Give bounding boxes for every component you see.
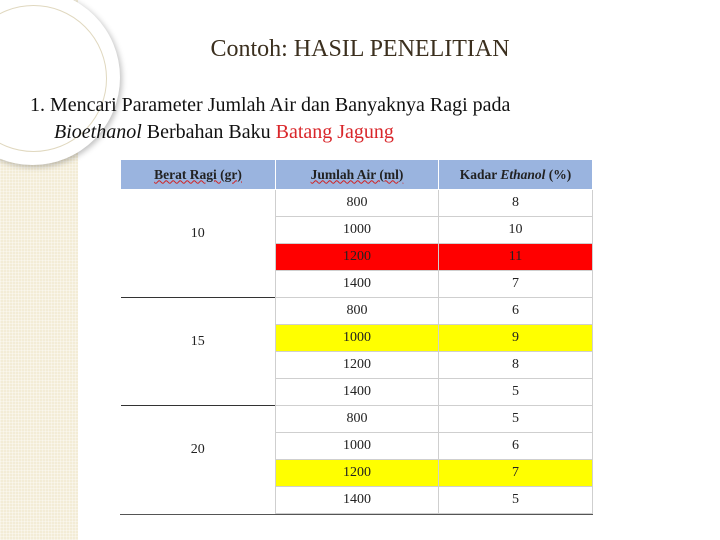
cell-jumlah-air: 1200	[276, 244, 439, 271]
table-body	[121, 190, 593, 514]
cell-kadar-ethanol: 5	[439, 406, 593, 433]
header-kadar-ethanol: Kadar Ethanol (%)	[439, 160, 593, 190]
results-table	[120, 159, 593, 514]
header-berat-ragi: Berat Ragi (gr)	[121, 160, 276, 190]
cell-berat-ragi: 15	[121, 298, 276, 406]
cell-kadar-ethanol: 5	[439, 379, 593, 406]
cell-jumlah-air: 800	[276, 406, 439, 433]
cell-kadar-ethanol: 6	[439, 433, 593, 460]
table-header-row	[121, 160, 593, 190]
table-row	[121, 406, 593, 433]
table-bottom-border	[120, 514, 593, 515]
heading-number: 1.	[30, 94, 45, 116]
heading-italic-term: Bioethanol	[54, 121, 142, 143]
cell-kadar-ethanol: 7	[439, 460, 593, 487]
cell-kadar-ethanol: 6	[439, 298, 593, 325]
heading-highlight: Batang Jagung	[275, 121, 394, 143]
heading-text-part2: Berbahan Baku	[146, 121, 271, 143]
cell-jumlah-air: 1000	[276, 325, 439, 352]
cell-jumlah-air: 1400	[276, 271, 439, 298]
header-jumlah-air: Jumlah Air (ml)	[276, 160, 439, 190]
cell-berat-ragi: 20	[121, 406, 276, 514]
cell-jumlah-air: 1200	[276, 460, 439, 487]
cell-jumlah-air: 1000	[276, 433, 439, 460]
cell-jumlah-air: 800	[276, 298, 439, 325]
cell-kadar-ethanol: 8	[439, 190, 593, 217]
cell-kadar-ethanol: 7	[439, 271, 593, 298]
cell-jumlah-air: 1200	[276, 352, 439, 379]
cell-kadar-ethanol: 9	[439, 325, 593, 352]
slide-title: Contoh: HASIL PENELITIAN	[210, 36, 510, 62]
heading-text-part1: Mencari Parameter Jumlah Air dan Banyaknya Ragi pada	[50, 94, 511, 116]
cell-jumlah-air: 1000	[276, 217, 439, 244]
cell-kadar-ethanol: 11	[439, 244, 593, 271]
cell-berat-ragi: 10	[121, 190, 276, 298]
cell-jumlah-air: 1400	[276, 487, 439, 514]
cell-jumlah-air: 800	[276, 190, 439, 217]
section-heading	[30, 92, 700, 146]
cell-jumlah-air: 1400	[276, 379, 439, 406]
table-row	[121, 298, 593, 325]
cell-kadar-ethanol: 8	[439, 352, 593, 379]
cell-kadar-ethanol: 5	[439, 487, 593, 514]
cell-kadar-ethanol: 10	[439, 217, 593, 244]
table-row	[121, 190, 593, 217]
